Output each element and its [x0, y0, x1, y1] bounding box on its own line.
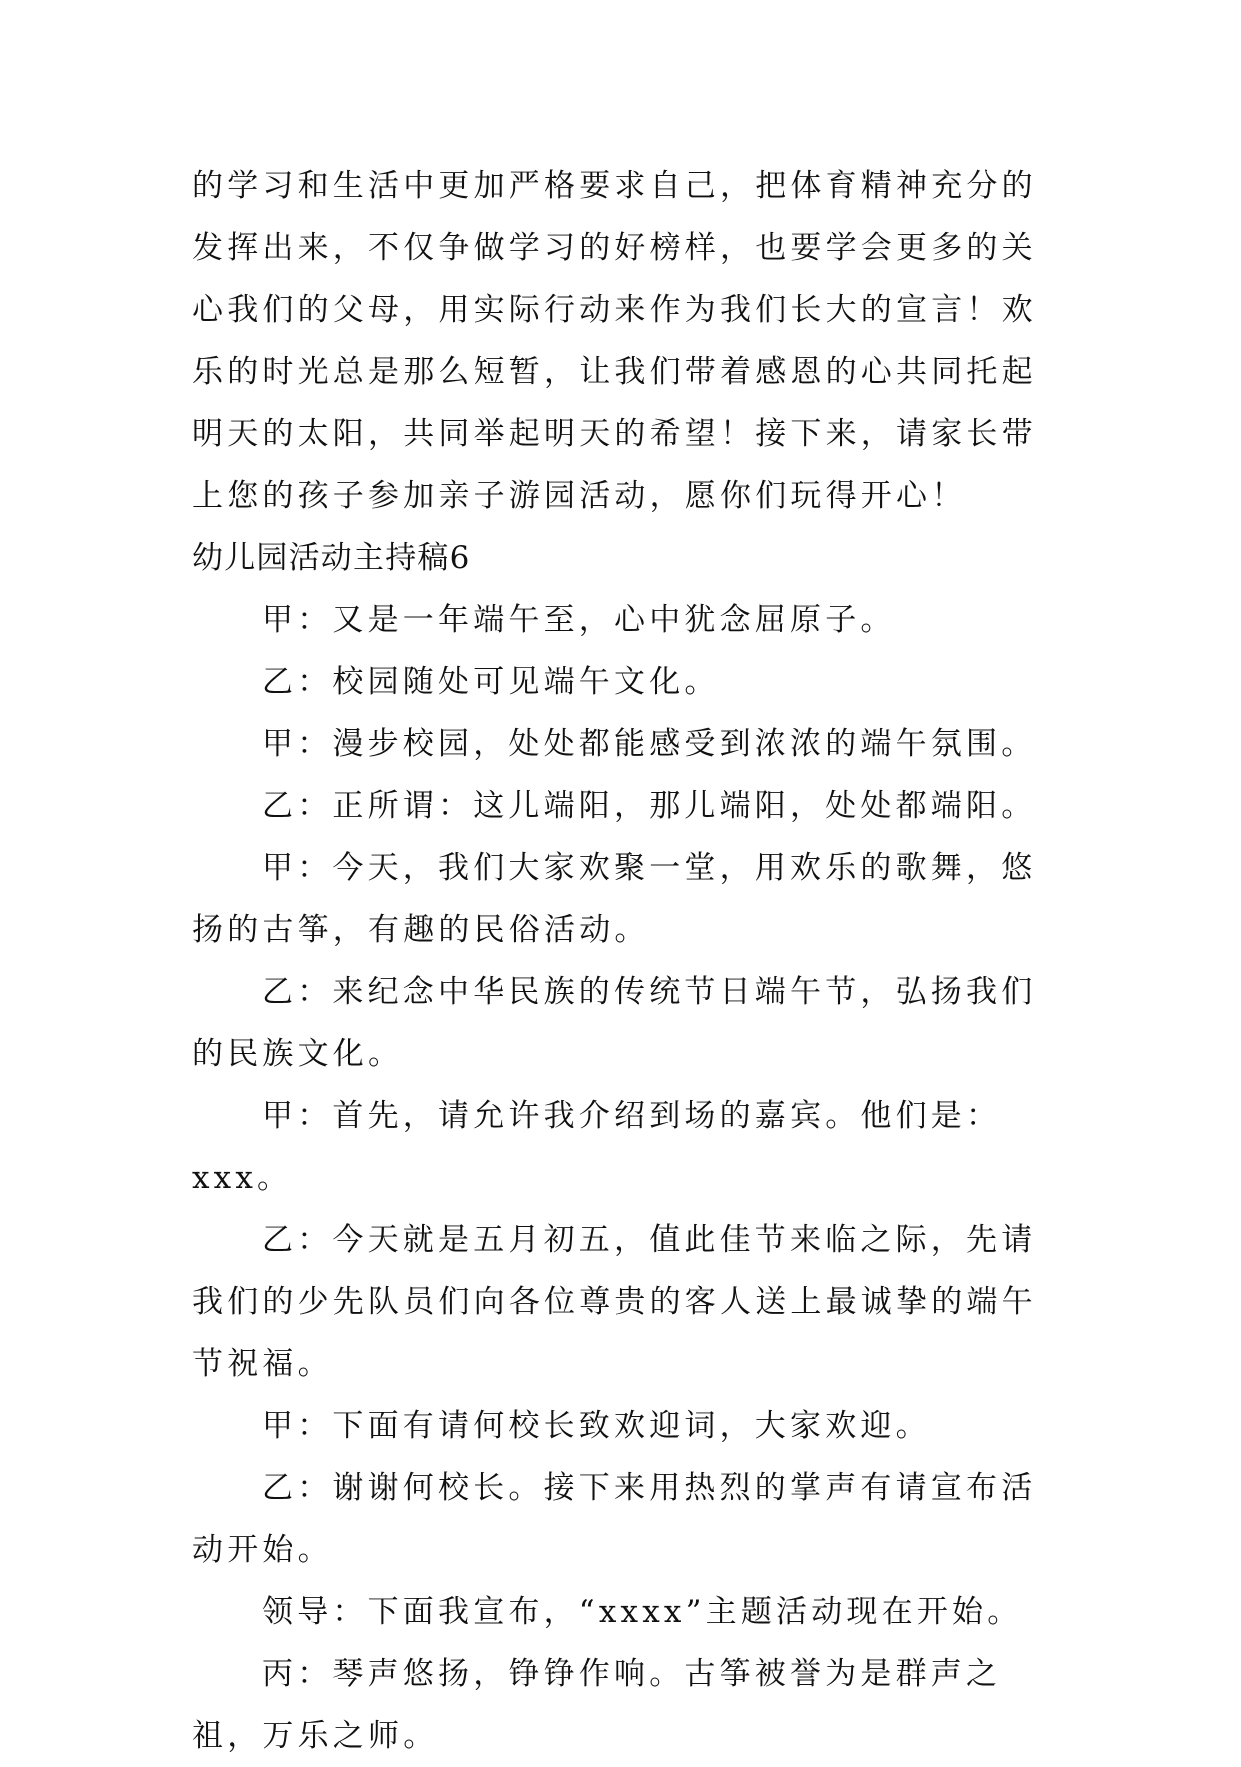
dialogue-paragraph: 丙：琴声悠扬，铮铮作响。古筝被誉为是群声之祖，万乐之师。	[192, 1656, 1002, 1754]
dialogue-paragraph: 甲：今天，我们大家欢聚一堂，用欢乐的歌舞，悠扬的古筝，有趣的民俗活动。	[192, 850, 1037, 948]
section-title: 幼儿园活动主持稿6	[192, 540, 471, 576]
dialogue-paragraph: 乙：来纪念中华民族的传统节日端午节，弘扬我们的民族文化。	[192, 974, 1037, 1072]
dialogue-paragraph: 甲：首先，请允许我介绍到场的嘉宾。他们是：xxx。	[192, 1098, 1002, 1196]
dialogue-paragraph: 领导：下面我宣布，“xxxx”主题活动现在开始。	[262, 1594, 1023, 1630]
dialogue-paragraph: 甲：下面有请何校长致欢迎词，大家欢迎。	[262, 1408, 931, 1444]
dialogue-paragraph: 乙：谢谢何校长。接下来用热烈的掌声有请宣布活动开始。	[192, 1470, 1037, 1568]
opening-paragraph: 的学习和生活中更加严格要求自己，把体育精神充分的发挥出来，不仅争做学习的好榜样，也要学会更多的关心我们的父母，用实际行动来作为我们长大的宣言！欢乐的时光总是那么短暂，让我们带着感恩的心共同托起明天的太阳，共同举起明天的希望！接下来，请家长带上您的孩子参加亲子游园活动，愿你们玩得开心！	[192, 168, 1037, 514]
dialogue-paragraph: 甲：又是一年端午至，心中犹念屈原子。	[262, 602, 896, 638]
document-body	[192, 155, 1062, 1767]
dialogue-paragraph: 乙：正所谓：这儿端阳，那儿端阳，处处都端阳。	[262, 788, 1037, 824]
dialogue-paragraph: 甲：漫步校园，处处都能感受到浓浓的端午氛围。	[262, 726, 1037, 762]
dialogue-paragraph: 乙：今天就是五月初五，值此佳节来临之际，先请我们的少先队员们向各位尊贵的客人送上最诚挚的端午节祝福。	[192, 1222, 1037, 1382]
dialogue-paragraph: 乙：校园随处可见端午文化。	[262, 664, 720, 700]
